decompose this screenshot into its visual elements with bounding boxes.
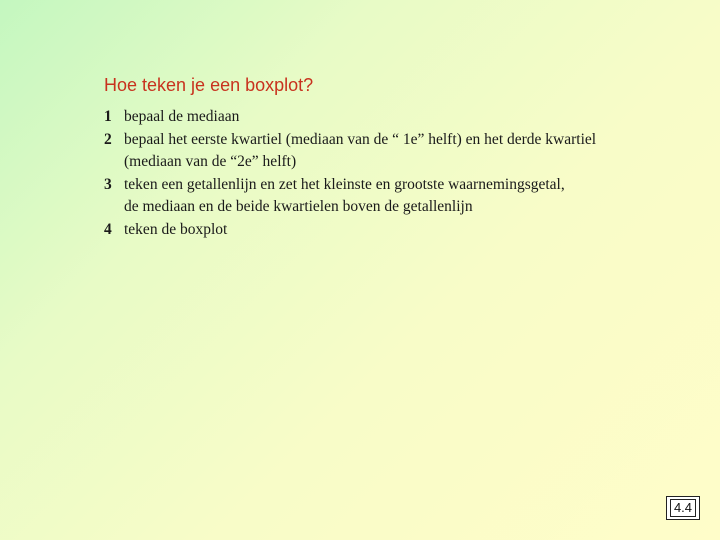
slide-title: Hoe teken je een boxplot? — [104, 75, 314, 95]
step-line: teken een getallenlijn en zet het kleinste en grootste waarnemingsgetal, — [124, 175, 565, 193]
step-text — [124, 129, 684, 174]
steps-list — [104, 106, 684, 241]
step-number: 1 — [104, 108, 112, 125]
step-line: bepaal de mediaan — [124, 108, 240, 125]
step-item — [104, 174, 684, 219]
step-item — [104, 219, 684, 242]
step-line: teken de boxplot — [124, 220, 228, 238]
step-line: de mediaan en de beide kwartielen boven de getallenlijn — [124, 198, 473, 215]
step-line: (mediaan van de “2e” helft) — [124, 153, 297, 170]
step-text — [124, 174, 684, 219]
step-number: 2 — [104, 130, 112, 148]
step-text — [124, 106, 684, 129]
step-text — [124, 219, 684, 242]
step-number: 3 — [104, 175, 112, 193]
page-number-box — [666, 496, 700, 520]
step-item — [104, 129, 684, 174]
step-line: bepaal het eerste kwartiel (mediaan van de “ 1e” helft) en het derde kwartiel — [124, 130, 597, 148]
step-item — [104, 106, 684, 129]
page-number: 4.4 — [670, 499, 696, 517]
step-number: 4 — [104, 220, 112, 238]
